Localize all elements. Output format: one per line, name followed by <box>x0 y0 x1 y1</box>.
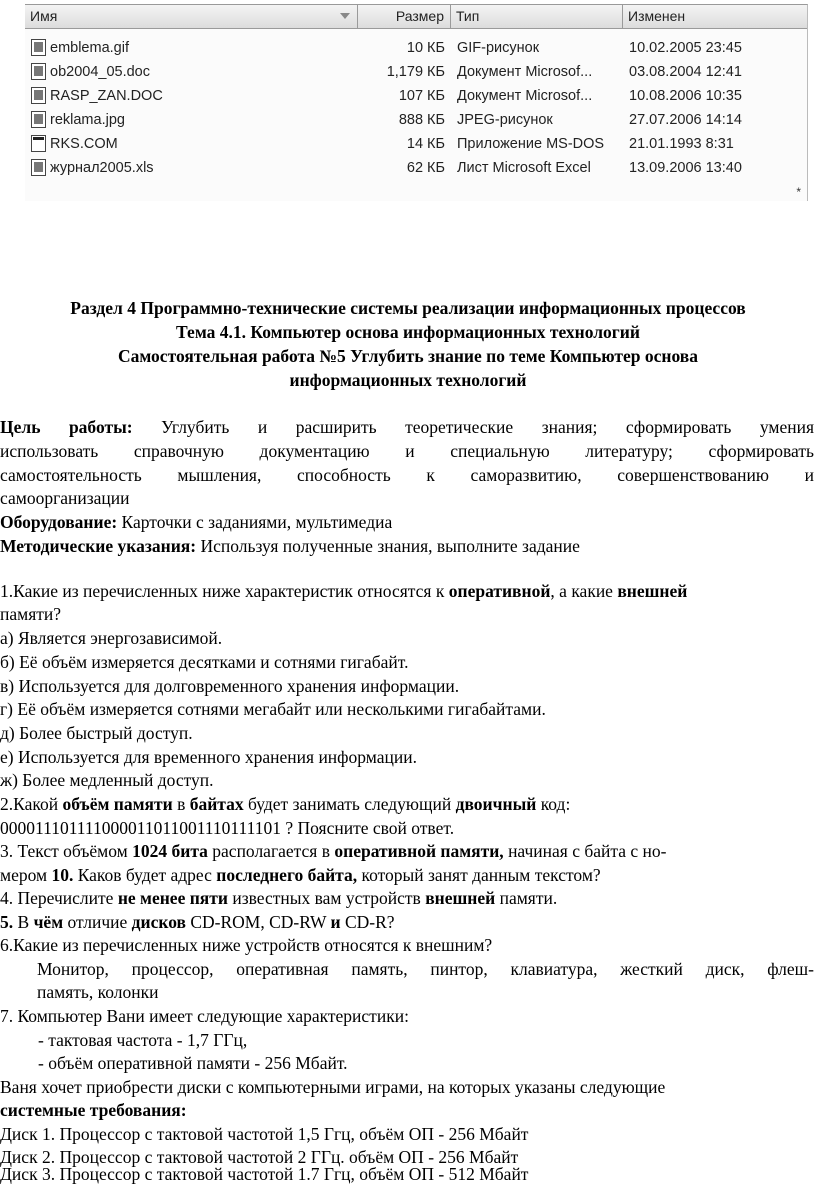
column-header-size[interactable]: Размер <box>358 5 451 28</box>
disk-2: Диск 2. Процессор с тактовой частотой 2 ГГц. объём ОП - 256 Мбайт <box>0 1147 519 1167</box>
work-heading: Самостоятельная работа №5 Углубить знание по теме Компьютер основа <box>117 346 698 366</box>
work-heading-cont: информационных технологий <box>289 370 527 390</box>
equipment-line: Оборудование: Карточки с заданиями, мультимедиа <box>0 512 393 532</box>
question-7: 7. Компьютер Вани имеет следующие характеристики: <box>0 1006 409 1026</box>
column-header-type[interactable]: Тип <box>451 5 623 28</box>
question-5: 5. В чём отличие дисков CD-ROM, CD-RW и CD-R? <box>0 912 395 932</box>
option-d: д) Более быстрый доступ. <box>0 723 193 743</box>
question-3-cont: мером 10. Каков будет адрес последнего байта, который занят данным текстом? <box>0 865 601 885</box>
bullet-item: - тактовая частота - 1,7 ГГц, <box>38 1030 248 1050</box>
question-6: 6.Какие из перечисленных ниже устройств относятся к внешним? <box>0 935 493 955</box>
option-b: б) Её объём измеряется десятками и сотнями гигабайт. <box>0 652 409 672</box>
question-4: 4. Перечислите не менее пяти известных вам устройств внешней памяти. <box>0 888 558 908</box>
topic-heading: Тема 4.1. Компьютер основа информационных технологий <box>176 322 640 342</box>
goal-line: использовать справочную документацию и специальную литературу; сформировать <box>0 441 814 461</box>
excel-sheet-icon <box>31 159 46 176</box>
sort-arrow-icon <box>340 13 350 19</box>
option-v: в) Используется для долговременного хранения информации. <box>0 676 460 696</box>
option-g: г) Её объём измеряется сотнями мегабайт или несколькими гигабайтами. <box>0 699 546 719</box>
question-2-code: 000011101111000011011001110111101 ? Поясните свой ответ. <box>0 818 455 838</box>
disk-3: Диск 3. Процессор с тактовой частотой 1.7 Ггц, объём ОП - 512 Мбайт <box>0 1164 529 1184</box>
question-1-cont: памяти? <box>0 604 62 624</box>
file-list-header <box>25 5 807 29</box>
bullet-item: - объём оперативной памяти - 256 Мбайт. <box>38 1053 348 1073</box>
file-row[interactable]: reklama.jpg 888 КБ JPEG-рисунок 27.07.2006 14:14 <box>25 108 807 132</box>
question-2: 2.Какой объём памяти в байтах будет занимать следующий двоичный код: <box>0 794 571 814</box>
file-row[interactable]: RKS.COM 14 КБ Приложение MS-DOS 21.01.1993 8:31 <box>25 132 807 156</box>
goal-line: Цель работы: Углубить и расширить теоретические знания; сформировать умения <box>0 417 814 437</box>
dos-application-icon <box>31 135 46 152</box>
column-header-name[interactable]: Имя <box>25 5 358 28</box>
option-zh: ж) Более медленный доступ. <box>0 770 214 790</box>
question-6-list: Монитор, процессор, оперативная память, пинтор, клавиатура, жесткий диск, флеш- <box>37 959 814 979</box>
system-requirements-label: системные требования: <box>0 1100 187 1120</box>
resize-grip-icon: * <box>796 185 801 199</box>
file-row[interactable]: ob2004_05.doc 1,179 КБ Документ Microsof... 03.08.2004 12:41 <box>25 60 807 84</box>
image-file-icon <box>31 111 46 128</box>
image-file-icon <box>31 39 46 56</box>
question-1: 1.Какие из перечисленных ниже характеристик относятся к оперативной, а какие внешней <box>0 581 688 601</box>
guidelines-line: Методические указания: Используя полученные знания, выполните задание <box>0 536 580 556</box>
column-header-modified[interactable]: Изменен <box>628 8 686 24</box>
disk-1: Диск 1. Процессор с тактовой частотой 1,5 Ггц, объём ОП - 256 Мбайт <box>0 1124 529 1144</box>
word-document-icon <box>31 63 46 80</box>
section-heading: Раздел 4 Программно-технические системы реализации информационных процессов <box>70 298 746 318</box>
question-3: 3. Текст объёмом 1024 бита располагается в оперативной памяти, начиная с байта с но- <box>0 841 667 861</box>
goal-line: самостоятельность мышления, способность к саморазвитию, совершенствованию и <box>0 465 814 485</box>
option-e: е) Используется для временного хранения информации. <box>0 747 417 767</box>
file-row[interactable]: emblema.gif 10 КБ GIF-рисунок 10.02.2005 23:45 <box>25 36 807 60</box>
question-7-text: Ваня хочет приобрести диски с компьютерными играми, на которых указаны следующие <box>0 1077 666 1097</box>
file-list-view <box>25 4 808 201</box>
goal-line: самоорганизации <box>0 488 130 508</box>
option-a: а) Является энергозависимой. <box>0 628 223 648</box>
file-row[interactable]: RASP_ZAN.DOC 107 КБ Документ Microsof... 10.08.2006 10:35 <box>25 84 807 108</box>
word-document-icon <box>31 87 46 104</box>
file-row[interactable]: журнал2005.xls 62 КБ Лист Microsoft Excel 13.09.2006 13:40 <box>25 156 807 180</box>
question-6-list-cont: память, колонки <box>37 982 159 1002</box>
